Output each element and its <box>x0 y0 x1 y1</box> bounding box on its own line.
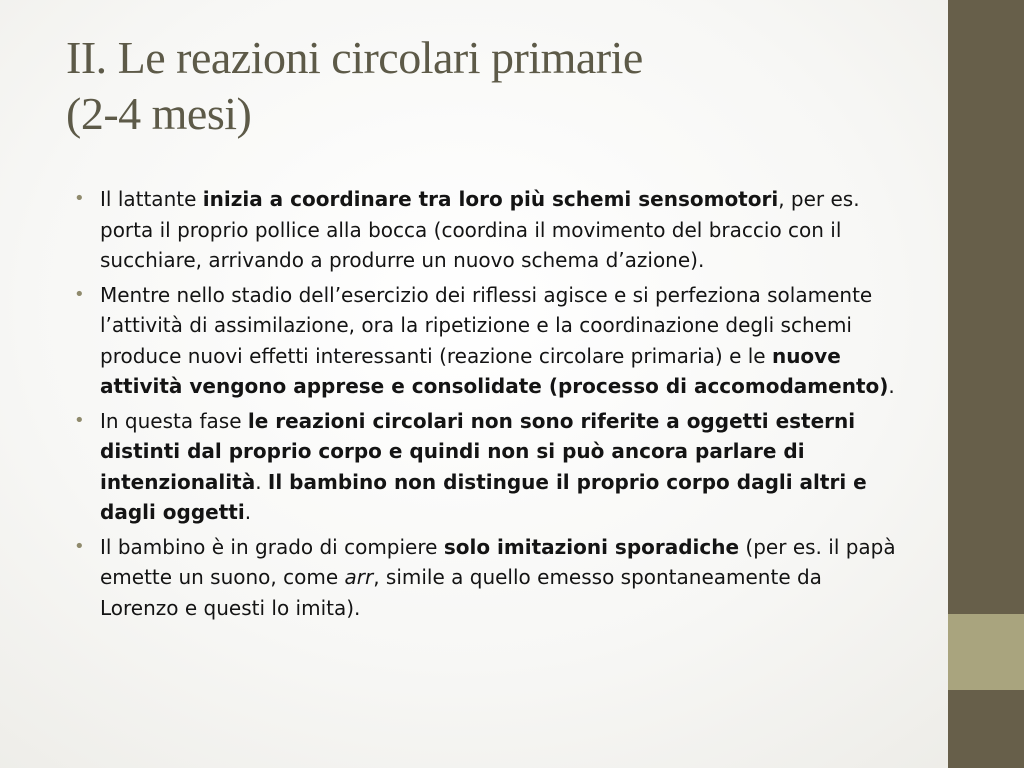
bullet-text: Il lattante <box>100 187 203 211</box>
bullet-item <box>74 280 896 402</box>
bullet-text: . <box>255 469 268 494</box>
bullet-item <box>74 406 896 528</box>
bullet-text: Mentre nello stadio dell’esercizio dei riflessi agisce e si perfeziona solamente l’attività di assimilazione, ora la ripetizione e la coordinazione degli schemi produce nuovi effetti interessanti (reazione circolare primaria) e le <box>100 282 873 368</box>
bullet-bold-text: inizia a coordinare tra loro più schemi sensomotori <box>202 187 779 211</box>
bullet-bold-text: nuove attività vengono apprese e consolidate (processo di accomodamento) <box>100 343 889 398</box>
bullet-text: , simile a quello emesso spontaneamente da Lorenzo e questi lo imita). <box>100 565 822 620</box>
bullet-text: . <box>244 500 252 524</box>
bullet-text: , per es. porta il proprio pollice alla bocca (coordina il movimento del braccio con il succhiare, arrivando a produrre un nuovo schema d’azione). <box>100 187 860 272</box>
bullet-text: In questa fase <box>100 408 248 433</box>
bullet-bold-text: solo imitazioni sporadiche <box>443 534 740 559</box>
bullet-italic-text: arr <box>344 565 374 589</box>
slide-title-line2: (2-4 mesi) <box>66 88 252 139</box>
bullet-item <box>74 184 896 276</box>
bullet-text: Il bambino è in grado di compiere <box>100 534 444 559</box>
bullet-bold-text: le reazioni circolari non sono riferite a oggetti esterni distinti dal proprio corpo e quindi non si può ancora parlare di intenzionalità <box>100 408 856 494</box>
bullet-bold-text: Il bambino non distingue il proprio corpo dagli altri e dagli oggetti <box>100 469 867 524</box>
slide-title <box>66 30 926 142</box>
slide-body <box>74 184 896 627</box>
sidebar-accent-block <box>948 614 1024 690</box>
slide-title-line1: II. Le reazioni circolari primarie <box>66 32 643 83</box>
bullet-item <box>74 532 896 624</box>
bullet-text: . <box>888 374 895 398</box>
bullet-text: (per es. il papà emette un suono, come <box>100 534 896 589</box>
